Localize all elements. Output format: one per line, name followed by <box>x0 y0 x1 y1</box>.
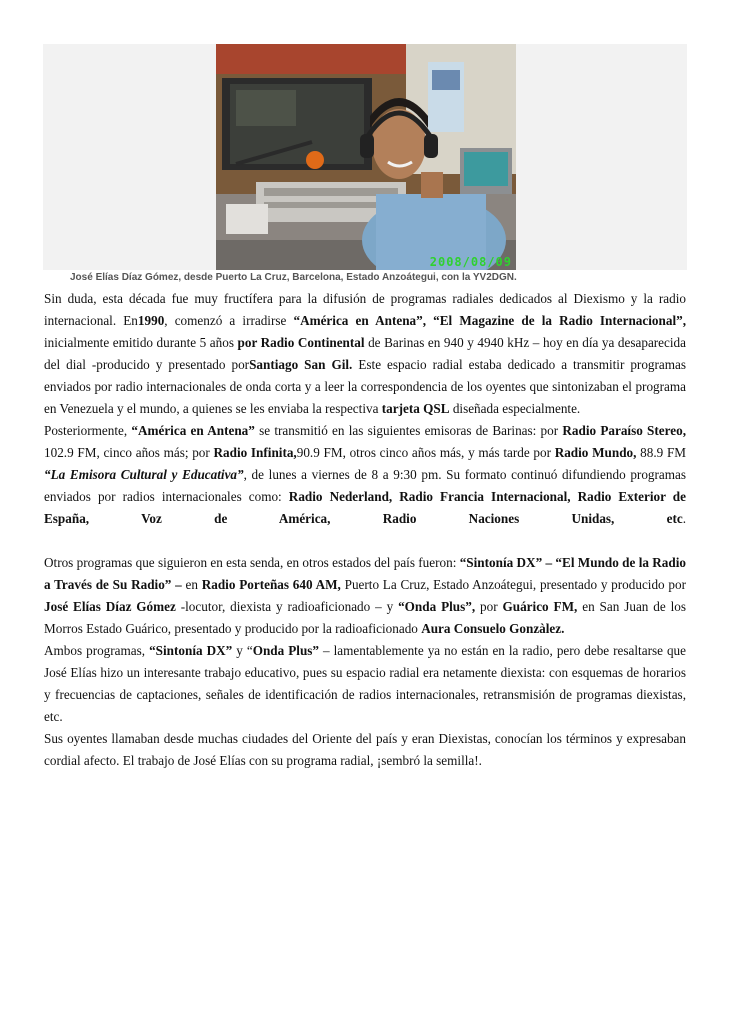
bold-span: Radio Infinita, <box>213 445 297 460</box>
text-span: Puerto La Cruz, Estado Anzoátegui, presentado y producido por <box>340 577 686 592</box>
studio-photo-illustration <box>216 44 516 270</box>
text-span: inicialmente emitido durante 5 años <box>44 335 238 350</box>
text-span: en <box>181 577 202 592</box>
bold-span: “Sintonía DX” <box>149 643 233 658</box>
text-span: Sus oyentes llamaban desde muchas ciudades del Oriente del país y eran Diexistas, conocían los términos y expresaban cordial afecto. El trabajo de José Elías con su programa radial, ¡sembró la semilla!. <box>44 731 686 768</box>
paragraph-3 <box>44 552 686 640</box>
text-span: en San Juan de los Morros Estado Guárico, presentado y producido por la radioaficionado <box>44 599 686 636</box>
text-span: . <box>682 511 686 526</box>
text-span: – lamentablemente ya no están en la radio, pero debe resaltarse que José Elías hizo un interesante trabajo educativo, pues su espacio radial era netamente diexista: con esquemas de horarios y frecuencias de captaciones, señales de identificación de radios internacionales, retransmisión de programas diexistas, etc. <box>44 643 686 724</box>
paragraph-5 <box>44 728 686 772</box>
paragraph-spacer <box>44 530 686 552</box>
bold-span: José Elías Díaz Gómez <box>44 599 176 614</box>
bold-italic-span: “La Emisora Cultural y Educativa” <box>44 467 244 482</box>
text-span: por <box>475 599 503 614</box>
paragraph-1 <box>44 288 686 420</box>
bold-span: “Onda Plus”, <box>398 599 476 614</box>
bold-span: 1990 <box>137 313 165 328</box>
text-span: Sin duda, esta década fue muy fructífera para la difusión de programas radiales dedicados al Diexismo y la radio internacional. En <box>44 291 686 328</box>
bold-span: por Radio Continental <box>237 335 365 350</box>
text-span: 88.9 FM <box>636 445 687 460</box>
photo-caption: José Elías Díaz Gómez, desde Puerto La Cruz, Barcelona, Estado Anzoátegui, con la YV2DGN. <box>70 272 517 283</box>
bold-span: Onda Plus” <box>252 643 320 658</box>
bold-span: Aura Consuelo Gonzàlez. <box>421 621 565 636</box>
text-span: y “ <box>232 643 253 658</box>
paragraph-4 <box>44 640 686 728</box>
text-span: 90.9 FM, otros cinco años más, y más tarde por <box>296 445 555 460</box>
bold-span: Guárico FM, <box>502 599 578 614</box>
photo-date-stamp: 2008/08/09 <box>429 255 512 269</box>
paragraph-2 <box>44 420 686 530</box>
bold-span: Radio Paraíso Stereo, <box>562 423 686 438</box>
bold-span: Santiago San Gil. <box>249 357 353 372</box>
bold-span: Radio Porteñas 640 AM, <box>201 577 341 592</box>
bold-span: “Sintonía DX” – “El Mundo de la Radio a Través de Su Radio” – <box>44 555 686 592</box>
text-span: se transmitió en las siguientes emisoras de Barinas: por <box>254 423 563 438</box>
text-span: diseñada especialmente. <box>449 401 581 416</box>
bold-span: “América en Antena” <box>131 423 255 438</box>
text-span: Este espacio radial estaba dedicado a transmitir programas enviados por radio internacionales de onda corta y a leer la correspondencia de los oyentes que sintonizaban el programa en Venezuela y el mundo, a quienes se les enviaba la respectiva <box>44 357 686 416</box>
bold-span: Radio Nederland, Radio Francia Internacional, Radio Exterior de España, Voz de América, Radio Naciones Unidas, etc <box>44 489 686 526</box>
article-body <box>44 288 686 772</box>
text-span: , comenzó a irradirse <box>164 313 294 328</box>
studio-photo <box>216 44 516 270</box>
bold-span: “América en Antena”, “El Magazine de la Radio Internacional”, <box>293 313 686 328</box>
text-span: -locutor, diexista y radioaficionado – y <box>175 599 399 614</box>
text-span: Ambos programas, <box>44 643 150 658</box>
text-span: 102.9 FM, cinco años más; por <box>44 445 214 460</box>
text-span: , de lunes a viernes de 8 a 9:30 pm. Su formato continuó difundiendo programas enviados por radios internacionales como: <box>44 467 686 504</box>
bold-span: tarjeta QSL <box>381 401 450 416</box>
text-span: de Barinas en 940 y 4940 kHz – hoy en día ya desaparecida del dial -producido y presentado por <box>44 335 687 372</box>
bold-span: Radio Mundo, <box>554 445 637 460</box>
text-span: Posteriormente, <box>44 423 132 438</box>
text-span: Otros programas que siguieron en esta senda, en otros estados del país fueron: <box>44 555 460 570</box>
